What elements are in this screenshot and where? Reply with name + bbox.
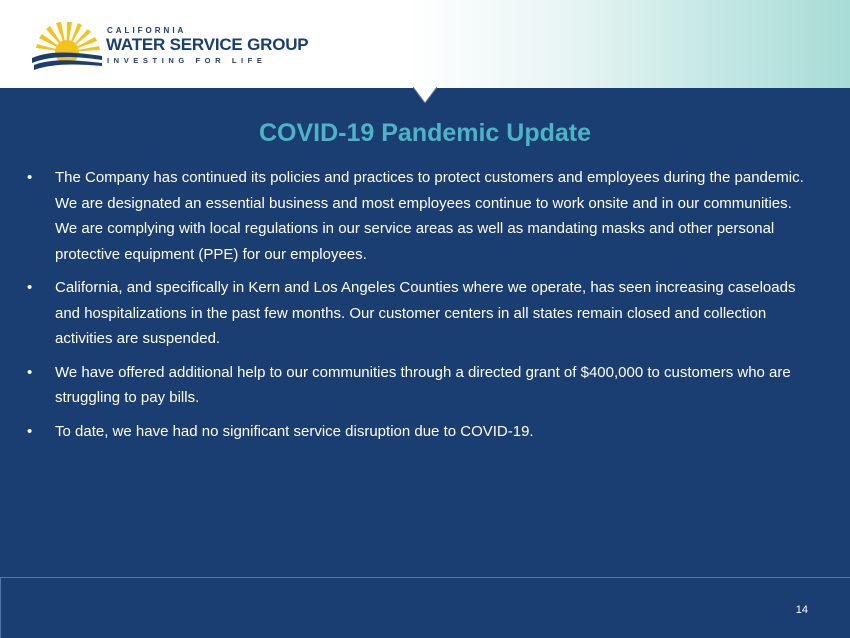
header-notch-icon	[413, 87, 437, 103]
footer-edge-divider	[0, 577, 1, 638]
bullet-marker: •	[27, 422, 33, 440]
bullet-item	[27, 275, 817, 352]
bullet-list	[27, 165, 817, 452]
brand-state-label: CALIFORNIA	[107, 26, 187, 35]
bullet-text: The Company has continued its policies and practices to protect customers and employees during the pandemic. We are designated an essential business and most employees continue to work onsite and in our communities. We are complying with local regulations in our service areas as well as mandating masks and other personal protective equipment (PPE) for our employees.	[55, 169, 804, 263]
slide-title: COVID-19 Pandemic Update	[258, 119, 592, 147]
bullet-marker: •	[27, 363, 33, 381]
bullet-text: We have offered additional help to our communities through a directed grant of $400,000 to customers who are struggling to pay bills.	[55, 363, 791, 406]
header-banner	[0, 0, 850, 88]
bullet-item	[27, 165, 817, 267]
bullet-text: To date, we have had no significant service disruption due to COVID-19.	[55, 422, 534, 440]
bullet-item	[27, 360, 817, 411]
bullet-marker: •	[27, 279, 33, 296]
brand-tagline: INVESTING FOR LIFE	[107, 56, 267, 65]
bullet-text: California, and specifically in Kern and Los Angeles Counties where we operate, has seen increasing caseloads and hospitalizations in the past few months. Our customer centers in all states remain closed and collection activities are suspended.	[55, 279, 796, 347]
bullet-item	[27, 419, 817, 445]
sun-over-water-logo-icon	[30, 22, 104, 72]
brand-name: WATER SERVICE GROUP	[106, 35, 309, 54]
page-number: 14	[795, 604, 808, 616]
footer-divider	[0, 577, 850, 578]
bullet-marker: •	[27, 169, 33, 186]
